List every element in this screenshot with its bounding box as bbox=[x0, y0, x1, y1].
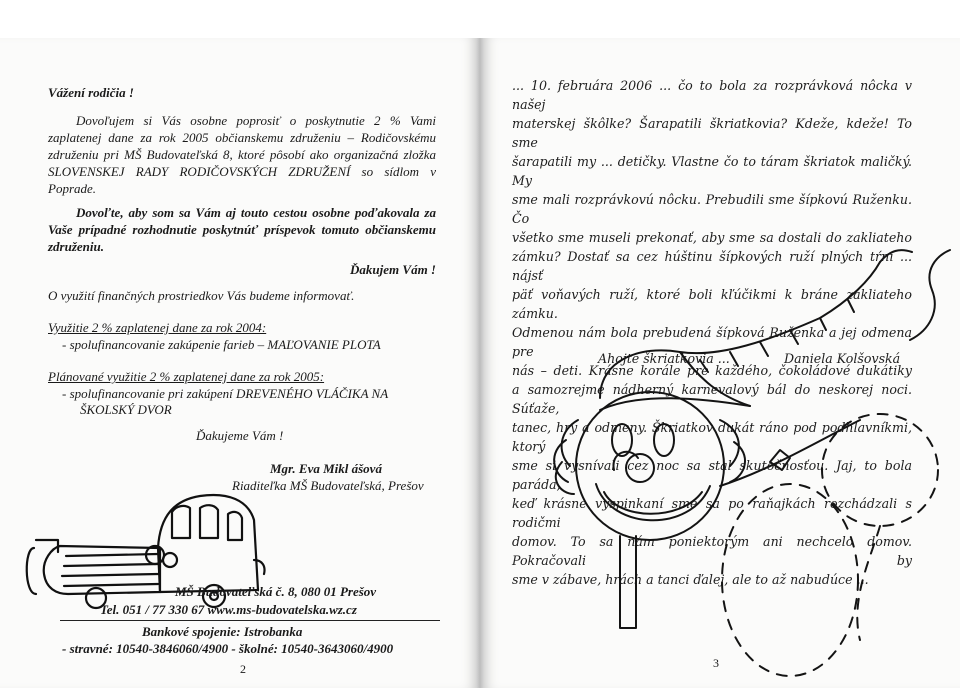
story-line: tanec, hry a odmeny. Škriatkov dukát ráno pod podhlavníkmi, ktorý bbox=[512, 420, 912, 454]
item-2005-line2: ŠKOLSKÝ DVOR bbox=[80, 402, 172, 417]
story-line: sme si vysnívali cez noc sa stal skutočnosťou. Jaj, to bola paráda, bbox=[512, 458, 912, 492]
signoff-greeting: Ahojte škriatkovia ... bbox=[598, 351, 730, 366]
contact-line: Tel. 051 / 77 330 67 www.ms-budovatelska.wz.cz bbox=[100, 602, 357, 617]
thanks-paragraph: Dovoľte, aby som sa Vám aj touto cestou osobne poďakovala za Vaše prípadné rozhodnutie poskytnúť príspevok tomuto občianskemu združeniu. bbox=[48, 205, 436, 254]
story-line: zámku? Dostať sa cez húštinu šípkových ruží plných tŕní ... nájsť bbox=[512, 249, 912, 283]
story-line: Odmenou nám bola prebudená šípková Ruženka a jej odmena pre bbox=[512, 325, 912, 359]
story-line: všetko sme museli prekonať, aby sme sa dostali do zakliateho bbox=[512, 230, 912, 245]
signature-role: Riaditeľka MŠ Budovateľská, Prešov bbox=[232, 478, 424, 493]
signature-name: Mgr. Eva Mikl ášová bbox=[270, 461, 382, 476]
info-line: O využití finančných prostriedkov Vás budeme informovať. bbox=[48, 288, 355, 303]
story-line: šarapatili my ... detičky. Vlastne čo to táram škriatok maličký. My bbox=[512, 154, 912, 188]
heading-2004: Využitie 2 % zaplatenej dane za rok 2004: bbox=[48, 320, 267, 335]
story-line: nás – deti. Krásne korále pre každého, čokoládové dukátiky bbox=[512, 363, 912, 378]
story-line: sme mali rozprávkovú nôcku. Prebudili sme šípkovú Ruženku. Čo bbox=[512, 192, 912, 226]
request-paragraph: Dovoľujem si Vás osobne poprosiť o poskytnutie 2 % Vami zaplatenej dane za rok 2005 občianskemu združeniu – Rodičovskému združeniu pri MŠ Budovateľská 8, ktoré pôsobí ako organizačná zložka SLOVENSKEJ RADY RODIČOVSKÝCH ZDRUŽENÍ so sídlom v Poprade. bbox=[48, 113, 436, 196]
story-line: domov. To sa nám poniektorým ani nechcelo domov. Pokračovali by bbox=[512, 534, 912, 568]
accounts-line: - stravné: 10540-3846060/4900 - školné: 10540-3643060/4900 bbox=[62, 641, 394, 656]
story-line: päť voňavých ruží, ktoré boli kľúčikmi k bráne zakliateho zámku. bbox=[512, 287, 912, 321]
item-2004: - spolufinancovanie zakúpenie farieb – MAĽOVANIE PLOTA bbox=[62, 337, 381, 352]
school-address: MŠ Budovateľská č. 8, 080 01 Prešov bbox=[175, 584, 377, 599]
story-line: materskej škôlke? Šarapatili škriatkovia? Kdeže, kdeže! To sme bbox=[512, 116, 912, 150]
thanks-line-2: Ďakujeme Vám ! bbox=[196, 428, 284, 443]
story-line: keď krásne vyspinkaní sme sa po raňajkách rozchádzali s rodičmi bbox=[512, 496, 912, 530]
page-number-left: 2 bbox=[240, 662, 246, 676]
bank-line: Bankové spojenie: Istrobanka bbox=[142, 624, 303, 639]
page-number-right: 3 bbox=[713, 656, 719, 670]
salutation: Vážení rodičia ! bbox=[48, 85, 134, 100]
signoff-name: Daniela Kolšovská bbox=[784, 351, 901, 366]
heading-2005: Plánované využitie 2 % zaplatenej dane za rok 2005: bbox=[48, 369, 325, 384]
story-line: sme v zábave, hrách a tanci ďalej, ale to až nabudúce ... bbox=[512, 572, 869, 587]
story-line: ... 10. februára 2006 ... čo to bola za rozprávková nôcka v našej bbox=[512, 78, 912, 112]
thanks-line: Ďakujem Vám ! bbox=[350, 262, 436, 277]
item-2005-line1: - spolufinancovanie pri zakúpení DREVENÉHO VLÁČIKA NA bbox=[62, 386, 389, 401]
story-line: a samozrejme nádherný karnevalový bál do neskorej noci. Súťaže, bbox=[512, 382, 912, 416]
